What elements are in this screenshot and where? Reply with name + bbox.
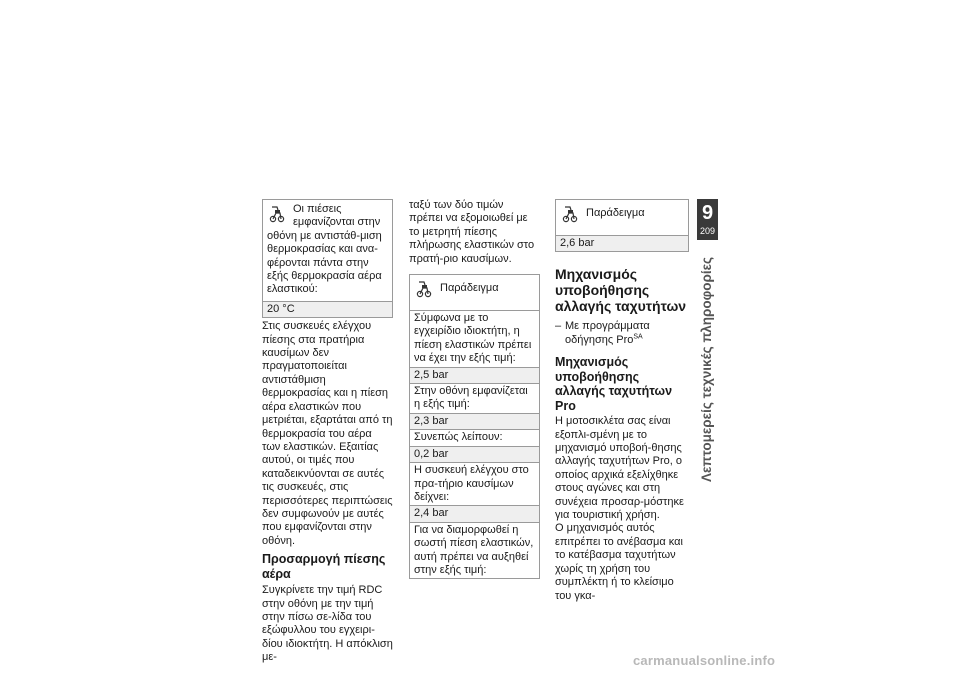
example-row: Στην οθόνη εμφανίζεται η εξής τιμή:	[410, 384, 539, 414]
pressure-explanation-paragraph: Στις συσκευές ελέγχου πίεσης στα πρατήρια καυσίμων δεν πραγματοποιείται αντιστάθμιση θερμοκρασίας και η πίεση αέρα ελαστικών που μετριέται, εξαρτάται από τη θερμοκρασία του αέρα των ελαστικών. Εξαιτίας αυτού, οι τιμές που καταδεικνύονται σε αυτές τις συσκευές, στις περισσότερες περιπτώσεις δεν συμφωνούν με αυτές που εμφανίζονται στην οθόνη.	[262, 320, 393, 547]
example-box	[409, 274, 540, 579]
shift-assist-paragraph-2: Ο μηχανισμός αυτός επιτρέπει το ανέβασμα και το κατέβασμα ταχυτήτων χωρίς τη χρήση του συμπλέκτη ή το κλείσιμο του γκα-	[555, 522, 683, 602]
motorcycle-info-icon	[416, 280, 432, 298]
example-box-result	[555, 199, 689, 252]
column-2	[409, 199, 540, 579]
shift-assist-paragraph: Η μοτοσικλέτα σας είναι εξοπλι-σμένη με το μηχανισμό υποβοή-θησης αλλαγής ταχυτήτων Pro, ο οποίος αρχικά εξελίχθηκε στους αγώνες και στη συνέχεια προσαρ-μόστηκε για τουριστική χρήση.	[555, 415, 684, 522]
note-box-text: Οι πιέσεις εμφανίζονται στην οθόνη με αντιστάθ-μιση θερμοκρασίας και ανα-φέρονται πάντα στην εξής θερμοκρασία αέρα ελαστικού:	[267, 203, 382, 296]
motorcycle-info-icon	[269, 205, 285, 223]
example-row: 2,4 bar	[410, 506, 539, 522]
compare-paragraph: Συγκρίνετε την τιμή RDC στην οθόνη με την τιμή στην πίσω σε-λίδα του εξώφυλλου του εγχειρι-δίου ιδιοκτήτη. Η απόκλιση με-	[262, 584, 393, 664]
example-row: 0,2 bar	[410, 447, 539, 463]
continuation-paragraph: ταξύ των δύο τιμών πρέπει να εξομοιωθεί με το μετρητή πίεσης πλήρωσης ελαστικών στο πρατή-ριο καυσίμων.	[409, 199, 535, 265]
example-result-value: 2,6 bar	[556, 236, 688, 251]
note-box-value: 20 °C	[263, 302, 392, 317]
example-row: Σύμφωνα με το εγχειρίδιο ιδιοκτήτη, η πίεση ελαστικών πρέπει να έχει την εξής τιμή:	[410, 311, 539, 368]
chapter-title-vertical: Λεπτομερείς τεχνικές πληροφορίες	[699, 256, 714, 482]
example-row: Συνεπώς λείπουν:	[410, 430, 539, 446]
page-number: 209	[699, 226, 716, 236]
motorcycle-info-icon	[562, 205, 578, 223]
bullet-item	[555, 320, 689, 347]
example-row: 2,3 bar	[410, 414, 539, 430]
section-heading-shift-assist: Μηχανισμός υποβοήθησης αλλαγής ταχυτήτων	[555, 266, 687, 315]
bullet-dash: –	[555, 320, 562, 333]
example-box-title: Παράδειγμα	[586, 207, 645, 219]
example-row: Για να διαμορφωθεί η σωστή πίεση ελαστικών, αυτή πρέπει να αυξηθεί στην εξής τιμή:	[414, 523, 534, 576]
example-box-head	[556, 200, 688, 236]
chapter-number: 9	[701, 202, 714, 224]
example-row: 2,5 bar	[410, 368, 539, 384]
watermark: carmanualsonline.info	[633, 653, 776, 668]
note-box-head	[263, 200, 392, 302]
subsection-heading-shift-assist-pro: Μηχανισμός υποβοήθησης αλλαγής ταχυτήτων Pro	[555, 355, 673, 413]
column-1	[262, 199, 393, 665]
column-3	[555, 199, 689, 603]
example-row: Η συσκευή ελέγχου στο πρα-τήριο καυσίμων δείχνει:	[410, 463, 539, 506]
example-box-head	[410, 275, 539, 311]
section-heading-pressure-adjust: Προσαρμογή πίεσης αέρα	[262, 552, 386, 582]
example-box-title: Παράδειγμα	[440, 282, 499, 295]
bullet-text: Με προγράμματα οδήγησης Pro	[565, 320, 650, 346]
temperature-note-box	[262, 199, 393, 318]
chapter-tab	[697, 199, 718, 240]
bullet-superscript: SA	[633, 333, 643, 341]
